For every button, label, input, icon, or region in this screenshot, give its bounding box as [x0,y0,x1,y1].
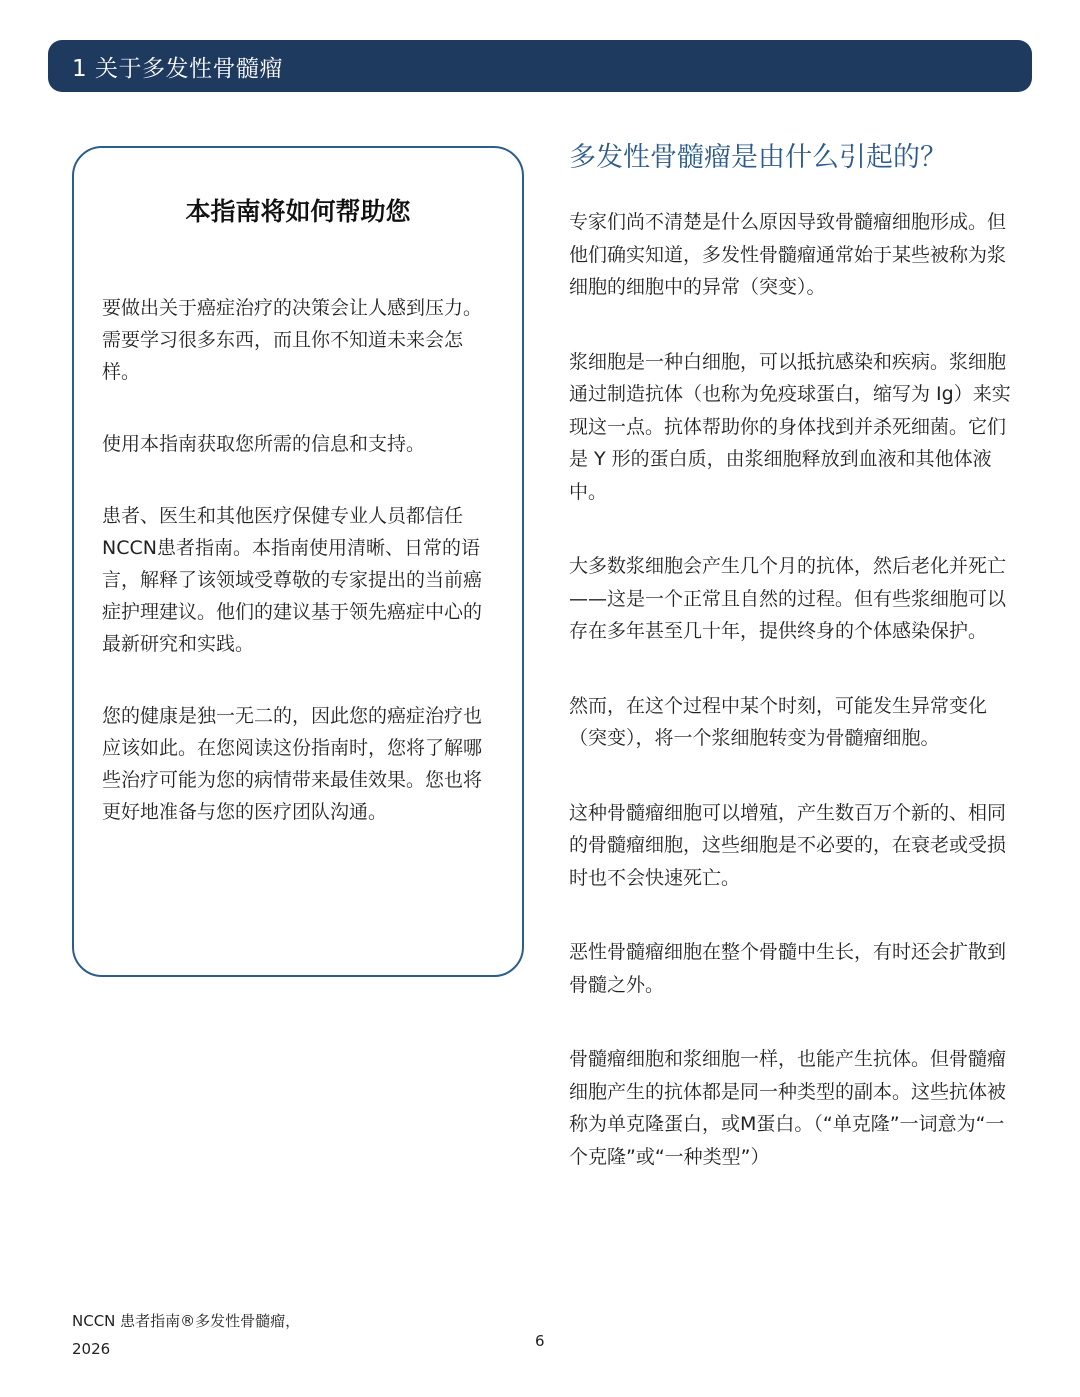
help-box-paragraph: 要做出关于癌症治疗的决策会让人感到压力。需要学习很多东西，而且你不知道未来会怎样。 [102,297,483,383]
help-box-paragraph: 您的健康是独一无二的，因此您的癌症治疗也应该如此。在您阅读这份指南时，您将了解哪些治疗可能为您的病情带来最佳效果。您也将更好地准备与您的医疗团队沟通。 [102,705,483,823]
help-box-paragraph: 使用本指南获取您所需的信息和支持。 [102,433,426,455]
help-box-heading: 本指南将如何帮助您 [185,197,411,226]
article-paragraph: 骨髓瘤细胞和浆细胞一样，也能产生抗体。但骨髓瘤细胞产生的抗体都是同一种类型的副本。这些抗体被称为单克隆蛋白，或M蛋白。（“单克隆”一词意为“一个克隆”或“一种类型”） [569,1048,1007,1168]
section-header-bar [48,40,1032,92]
help-box-paragraph: 患者、医生和其他医疗保健专业人员都信任NCCN患者指南。本指南使用清晰、日常的语言，解释了该领域受尊敬的专家提出的当前癌症护理建议。他们的建议基于领先癌症中心的最新研究和实践。 [102,505,483,655]
article-paragraph: 这种骨髓瘤细胞可以增殖，产生数百万个新的、相同的骨髓瘤细胞，这些细胞是不必要的，在衰老或受损时也不会快速死亡。 [569,801,1007,889]
article-paragraph: 浆细胞是一种白细胞，可以抵抗感染和疾病。浆细胞通过制造抗体（也称为免疫球蛋白，缩写为 Ig）来实现这一点。抗体帮助你的身体找到并杀死细菌。它们是 Y 形的蛋白质，由浆细胞释放到血液和其他体液中。 [569,350,1011,503]
article-paragraph: 大多数浆细胞会产生几个月的抗体，然后老化并死亡——这是一个正常且自然的过程。但有些浆细胞可以存在多年甚至几十年，提供终身的个体感染保护。 [569,555,1007,642]
main-article [569,136,1019,1173]
article-heading: 多发性骨髓瘤是由什么引起的？ [569,142,947,173]
article-paragraph: 恶性骨髓瘤细胞在整个骨髓中生长，有时还会扩散到骨髓之外。 [569,941,1007,996]
guide-help-box [72,146,524,977]
article-paragraph: 然而，在这个过程中某个时刻，可能发生异常变化（突变），将一个浆细胞转变为骨髓瘤细胞。 [569,694,988,749]
article-paragraph: 专家们尚不清楚是什么原因导致骨髓瘤细胞形成。但他们确实知道，多发性骨髓瘤通常始于某些被称为浆细胞的细胞中的异常（突变）。 [569,211,1007,298]
section-title: 1 关于多发性骨髓瘤 [72,55,283,82]
page-number: 6 [535,1332,545,1350]
footer-document-title: NCCN 患者指南®多发性骨髓瘤，2026 [72,1312,301,1358]
